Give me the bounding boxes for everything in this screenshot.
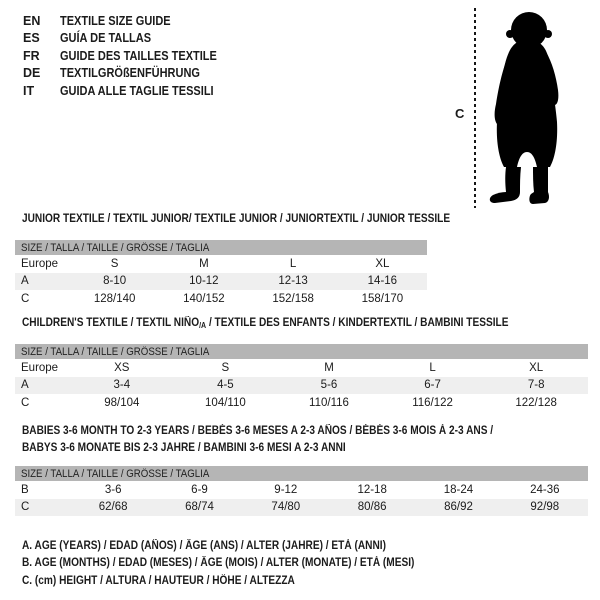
size-cell: 128/140	[93, 292, 136, 305]
size-cell: 5-6	[320, 379, 338, 392]
size-cell: 116/122	[412, 396, 453, 409]
size-cell: M	[199, 257, 209, 270]
table-title-line2: BABYS 3-6 MONATE BIS 2-3 JAHRE / BAMBINI 3-6 MESI A 2-3 ANNI	[22, 442, 346, 454]
size-header-band	[15, 344, 588, 359]
legend-line-c	[22, 572, 468, 590]
size-cell: 122/128	[515, 396, 557, 409]
size-cell: 12-18	[357, 483, 387, 496]
language-title: GUÍA DE TALLAS	[60, 31, 152, 46]
dimension-legend	[22, 537, 468, 590]
size-cell: L	[289, 257, 297, 270]
size-cell: XL	[529, 361, 544, 374]
baby-silhouette-icon	[483, 10, 571, 206]
table-row-height	[15, 290, 427, 308]
table-row-europe	[15, 255, 427, 273]
size-cell: XS	[114, 361, 130, 374]
size-cell: 3-4	[113, 379, 131, 392]
size-table-babies	[15, 466, 588, 516]
size-cell: 7-8	[527, 379, 545, 392]
language-title: TEXTILGRÖßENFÜHRUNG	[60, 66, 200, 81]
size-cell: 10-12	[189, 275, 219, 288]
size-cell: 98/104	[104, 396, 140, 409]
size-cell: 68/74	[185, 501, 214, 514]
legend-text: A. AGE (YEARS) / EDAD (AÑOS) / ÂGE (ANS) / ALTER (JAHRE) / ETÀ (ANNI)	[22, 539, 386, 552]
height-measure-line	[474, 8, 476, 208]
table-title-text: JUNIOR TEXTILE / TEXTIL JUNIOR/ TEXTILE JUNIOR / JUNIORTEXTIL / JUNIOR TESSILE	[22, 213, 451, 225]
size-header-label: SIZE / TALLA / TAILLE / GRÖSSE / TAGLIA	[21, 467, 210, 480]
size-cell: 110/116	[309, 396, 349, 409]
size-header-band	[15, 466, 588, 481]
size-cell: 152/158	[272, 292, 314, 305]
table-title-babies	[22, 423, 557, 457]
table-row-age-months	[15, 481, 588, 499]
size-cell: 3-6	[104, 483, 122, 496]
table-title-text	[22, 317, 508, 330]
legend-text: C. (cm) HEIGHT / ALTURA / HAUTEUR / HÖHE / ALTEZZA	[22, 574, 295, 587]
table-row-height	[15, 499, 588, 517]
table-title-line1: BABIES 3-6 MONTH TO 2-3 YEARS / BEBÉS 3-6 MESES A 2-3 AÑOS / BÉBÉS 3-6 MOIS À 2-3 ANS /	[22, 425, 494, 437]
row-label: Europe	[21, 361, 59, 374]
table-title-children	[22, 317, 575, 330]
row-label: B	[21, 483, 29, 496]
language-code: EN	[23, 13, 41, 28]
height-dimension-label: C	[455, 106, 465, 121]
language-code: FR	[23, 48, 40, 63]
size-cell: 9-12	[274, 483, 298, 496]
row-label: A	[21, 275, 29, 288]
table-row-europe	[15, 359, 588, 377]
size-cell: 6-9	[191, 483, 208, 496]
size-table-children	[15, 344, 588, 412]
size-cell: 18-24	[443, 483, 474, 496]
size-cell: 8-10	[103, 275, 127, 288]
title-subscript: /A	[199, 321, 207, 330]
size-cell: S	[110, 257, 119, 270]
row-label: Europe	[21, 257, 59, 270]
size-cell: 86/92	[444, 501, 473, 514]
size-cell: 4-5	[217, 379, 234, 392]
table-row-height	[15, 394, 588, 412]
language-row-es	[23, 30, 238, 48]
size-header-label: SIZE / TALLA / TAILLE / GRÖSSE / TAGLIA	[21, 241, 210, 254]
size-cell: L	[429, 361, 436, 374]
language-title: GUIDE DES TAILLES TEXTILE	[60, 48, 217, 63]
size-cell: 14-16	[367, 275, 398, 288]
size-cell: 74/80	[271, 501, 301, 514]
language-code: DE	[23, 66, 41, 81]
legend-line-b	[22, 555, 468, 573]
size-cell: M	[324, 361, 334, 374]
size-cell: 158/170	[361, 292, 404, 305]
language-code: IT	[23, 83, 35, 98]
size-cell: 140/152	[183, 292, 225, 305]
row-label: C	[21, 501, 30, 514]
language-row-it	[23, 82, 238, 100]
size-cell: XL	[375, 257, 390, 270]
size-cell: 80/86	[357, 501, 387, 514]
language-title: TEXTILE SIZE GUIDE	[60, 13, 171, 28]
size-cell: 62/68	[98, 501, 128, 514]
size-cell: 6-7	[424, 379, 441, 392]
size-header-label: SIZE / TALLA / TAILLE / GRÖSSE / TAGLIA	[21, 345, 210, 358]
baby-figure-block	[449, 8, 579, 210]
table-title-junior	[22, 213, 508, 225]
language-title-list	[23, 12, 238, 100]
language-title: GUIDA ALLE TAGLIE TESSILI	[60, 83, 214, 98]
size-cell: 12-13	[278, 275, 308, 288]
row-label: C	[21, 292, 30, 305]
row-label: A	[21, 379, 29, 392]
size-cell: 24-36	[530, 483, 560, 496]
size-cell: 104/110	[205, 396, 246, 409]
language-row-de	[23, 65, 238, 83]
legend-text: B. AGE (MONTHS) / EDAD (MESES) / ÂGE (MOIS) / ALTER (MONATE) / ETÀ (MESI)	[22, 557, 415, 570]
row-label: C	[21, 396, 30, 409]
language-row-en	[23, 12, 238, 30]
size-header-band	[15, 240, 427, 255]
size-cell: S	[221, 361, 230, 374]
language-row-fr	[23, 47, 238, 65]
size-table-junior	[15, 240, 427, 308]
size-cell: 92/98	[530, 501, 560, 514]
legend-line-a	[22, 537, 468, 555]
table-row-age-years	[15, 273, 427, 291]
title-prefix: CHILDREN'S TEXTILE / TEXTIL NIÑO	[22, 317, 200, 329]
title-suffix: / TEXTILE DES ENFANTS / KINDERTEXTIL / BAMBINI TESSILE	[206, 317, 509, 329]
language-code: ES	[23, 31, 40, 46]
table-row-age-years	[15, 377, 588, 395]
